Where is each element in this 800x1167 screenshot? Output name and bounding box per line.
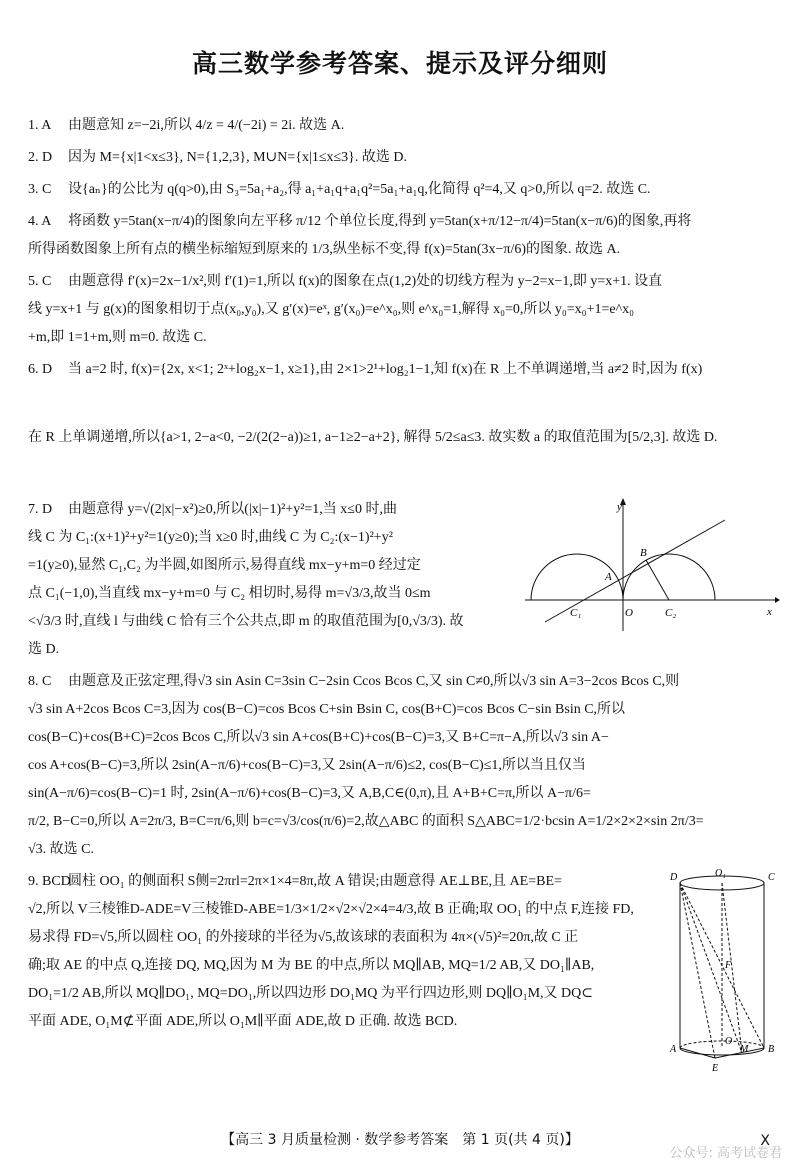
answer-text: 选 D. bbox=[28, 642, 60, 657]
answer-text: 平面 ADE, O₁M⊄平面 ADE,所以 O₁M∥平面 ADE,故 D 正确. 故选 BCD. bbox=[28, 1014, 458, 1029]
answer-text: 线 y=x+1 与 g(x)的图象相切于点(x₀,y₀),又 g′(x)=eˣ, g′(x₀)=e^x₀,则 e^x₀=1,解得 x₀=0,所以 y₀=x₀+1=e^x₀ bbox=[28, 302, 635, 317]
answer-text: 在 R 上单调递增,所以{a>1, 2−a<0, −2/(2(2−a))≥1, a−1≥2−a+2}, 解得 5/2≤a≤3. 故实数 a 的取值范围为[5/2,3]. 故选 D. bbox=[28, 430, 718, 445]
answer-text: =1(y≥0),显然 C₁,C₂ 为半圆,如图所示,易得直线 mx−y+m=0 经过定 bbox=[28, 558, 421, 573]
point-label-m: M bbox=[740, 1044, 749, 1055]
answer-item-4 bbox=[28, 208, 780, 264]
cylinder-figure bbox=[670, 868, 780, 1073]
answer-number: 2. D bbox=[28, 150, 53, 165]
answer-number: 8. C bbox=[28, 674, 52, 689]
answer-number: 6. D bbox=[28, 362, 53, 377]
answer-number: 3. C bbox=[28, 182, 52, 197]
x-axis-arrow bbox=[775, 597, 780, 603]
answer-text: 设{aₙ}的公比为 q(q>0),由 S₃=5a₁+a₂,得 a₁+a₁q+a₁q²=5a₁+a₁q,化简得 q²=4,又 q>0,所以 q=2. 故选 C. bbox=[68, 182, 651, 197]
answer-text: 线 C 为 C₁:(x+1)²+y²=1(y≥0);当 x≥0 时,曲线 C 为 C₂:(x−1)²+y² bbox=[28, 530, 393, 545]
point-label-b: B bbox=[768, 1044, 775, 1055]
axis-label-x: x bbox=[767, 606, 772, 618]
point-label-b: B bbox=[640, 547, 647, 559]
segment-de bbox=[680, 883, 715, 1058]
answer-number: 5. C bbox=[28, 274, 52, 289]
answer-item-3 bbox=[28, 176, 780, 204]
segment-ae bbox=[680, 1048, 715, 1058]
answer-item-5 bbox=[28, 268, 780, 352]
answer-text: √3. 故选 C. bbox=[28, 842, 95, 857]
answer-text: 由题意及正弦定理,得√3 sin Asin C=3sin C−2sin Ccos Bcos C,又 sin C≠0,所以√3 sin A=3−2cos Bcos C,则 bbox=[68, 674, 680, 689]
answer-number: 4. A bbox=[28, 214, 52, 229]
answer-text: 圆柱 OO₁ 的侧面积 S侧=2πrl=2π×1×4=8π,故 A 错误;由题意得 AE⊥BE,且 AE=BE= bbox=[68, 874, 562, 889]
answer-item-9 bbox=[28, 868, 780, 1073]
point-label-c1: C₁ bbox=[570, 607, 582, 619]
page-footer: 【高三 3 月质量检测 · 数学参考答案 第 1 页(共 4 页)】 bbox=[221, 1132, 579, 1148]
page-title: 高三数学参考答案、提示及评分细则 bbox=[191, 49, 608, 78]
answer-item-8 bbox=[28, 668, 780, 864]
point-label-c: C bbox=[768, 872, 775, 883]
answer-text: √3 sin A+2cos Bcos C=3,因为 cos(B−C)=cos Bcos C+sin Bsin C, cos(B+C)=cos Bcos C−sin Bsin C,所以 bbox=[28, 702, 626, 717]
answer-number: 1. A bbox=[28, 118, 52, 133]
answer-text: 由题意知 z=−2i,所以 4/z = 4/(−2i) = 2i. 故选 A. bbox=[68, 118, 345, 133]
answer-text: 由题意得 f′(x)=2x−1/x²,则 f′(1)=1,所以 f(x)的图象在点(1,2)处的切线方程为 y−2=x−1,即 y=x+1. 设直 bbox=[68, 274, 663, 289]
answer-number: 7. D bbox=[28, 502, 53, 517]
answer-text: cos(B−C)+cos(B+C)=2cos Bcos C,所以√3 sin A+cos(B+C)+cos(B−C)=3,又 B+C=π−A,所以√3 sin A− bbox=[28, 730, 609, 745]
answer-number: 9. BCD bbox=[28, 874, 71, 889]
watermark: 公众号: 高考试卷君 bbox=[669, 1146, 782, 1161]
answer-text: 当 a=2 时, f(x)={2x, x<1; 2ˣ+log₂x−1, x≥1},由 2×1>2¹+log₂1−1,知 f(x)在 R 上不单调递增,当 a≠2 时,因为 f(x) bbox=[68, 362, 703, 377]
answer-text: <√3/3 时,直线 l 与曲线 C 恰有三个公共点,即 m 的取值范围为[0,√3/3). 故 bbox=[28, 614, 464, 629]
answer-text: 因为 M={x|1<x≤3}, N={1,2,3}, M∪N={x|1≤x≤3}. 故选 D. bbox=[68, 150, 408, 165]
answer-list bbox=[28, 112, 780, 1073]
answer-item-2 bbox=[28, 144, 780, 172]
answer-item-7 bbox=[28, 496, 780, 664]
point-label-f: F bbox=[725, 960, 732, 971]
footer-mark: X bbox=[760, 1133, 770, 1149]
answer-item-1 bbox=[28, 112, 780, 140]
answer-text: 所得函数图象上所有点的横坐标缩短到原来的 1/3,纵坐标不变,得 f(x)=5tan(3x−π/6)的图象. 故选 A. bbox=[28, 242, 621, 257]
answer-text: √2,所以 V三棱锥D-ADE=V三棱锥D-ABE=1/3×1/2×√2×√2×4=4/3,故 B 正确;取 OO₁ 的中点 F,连接 FD, bbox=[28, 902, 634, 917]
point-label-d: D bbox=[670, 872, 678, 883]
answer-text: cos A+cos(B−C)=3,所以 2sin(A−π/6)+cos(B−C)=3,又 2sin(A−π/6)≤2, cos(B−C)≤1,所以当且仅当 bbox=[28, 758, 586, 773]
radius-line bbox=[646, 560, 669, 600]
segment-dm bbox=[680, 883, 742, 1053]
answer-text: sin(A−π/6)=cos(B−C)=1 时, 2sin(A−π/6)+cos(B−C)=3,又 A,B,C∈(0,π),且 A+B+C=π,所以 A−π/6= bbox=[28, 786, 591, 801]
point-label-e: E bbox=[712, 1063, 719, 1073]
answer-text: 将函数 y=5tan(x−π/4)的图象向左平移 π/12 个单位长度,得到 y=5tan(x+π/12−π/4)=5tan(x−π/6)的图象,再将 bbox=[68, 214, 692, 229]
answer-text: 点 C₁(−1,0),当直线 mx−y+m=0 与 C₂ 相切时,易得 m=√3/3,故当 0≤m bbox=[28, 586, 431, 601]
answer-item-6 bbox=[28, 356, 780, 492]
answer-text: DO₁=1/2 AB,所以 MQ∥DO₁, MQ=DO₁,所以四边形 DO₁MQ 为平行四边形,则 DQ∥O₁M,又 DQ⊂ bbox=[28, 986, 593, 1001]
point-label-a: A bbox=[605, 571, 612, 583]
answer-text: +m,即 1=1+m,则 m=0. 故选 C. bbox=[28, 330, 207, 345]
answer-text: 由题意得 y=√(2|x|−x²)≥0,所以(|x|−1)²+y²=1,当 x≤0 时,曲 bbox=[68, 502, 397, 517]
point-label-o: O bbox=[625, 607, 633, 619]
answer-text: π/2, B−C=0,所以 A=2π/3, B=C=π/6,则 b=c=√3/cos(π/6)=2,故△ABC 的面积 S△ABC=1/2·bcsin A=1/2×2×2×sin 2π/3= bbox=[28, 814, 704, 829]
answer-text: 确;取 AE 的中点 Q,连接 DQ, MQ,因为 M 为 BE 的中点,所以 MQ∥AB, MQ=1/2 AB,又 DO₁∥AB, bbox=[28, 958, 595, 973]
axis-label-y: y bbox=[617, 501, 622, 513]
semicircle-figure bbox=[525, 496, 780, 631]
point-label-o: O bbox=[725, 1036, 733, 1047]
point-label-a: A bbox=[670, 1044, 677, 1055]
point-label-o1: O₁ bbox=[715, 868, 726, 879]
answer-text: 易求得 FD=√5,所以圆柱 OO₁ 的外接球的半径为√5,故该球的表面积为 4π×(√5)²=20π,故 C 正 bbox=[28, 930, 579, 945]
point-label-c2: C₂ bbox=[665, 607, 677, 619]
semicircle-c2 bbox=[623, 554, 715, 600]
